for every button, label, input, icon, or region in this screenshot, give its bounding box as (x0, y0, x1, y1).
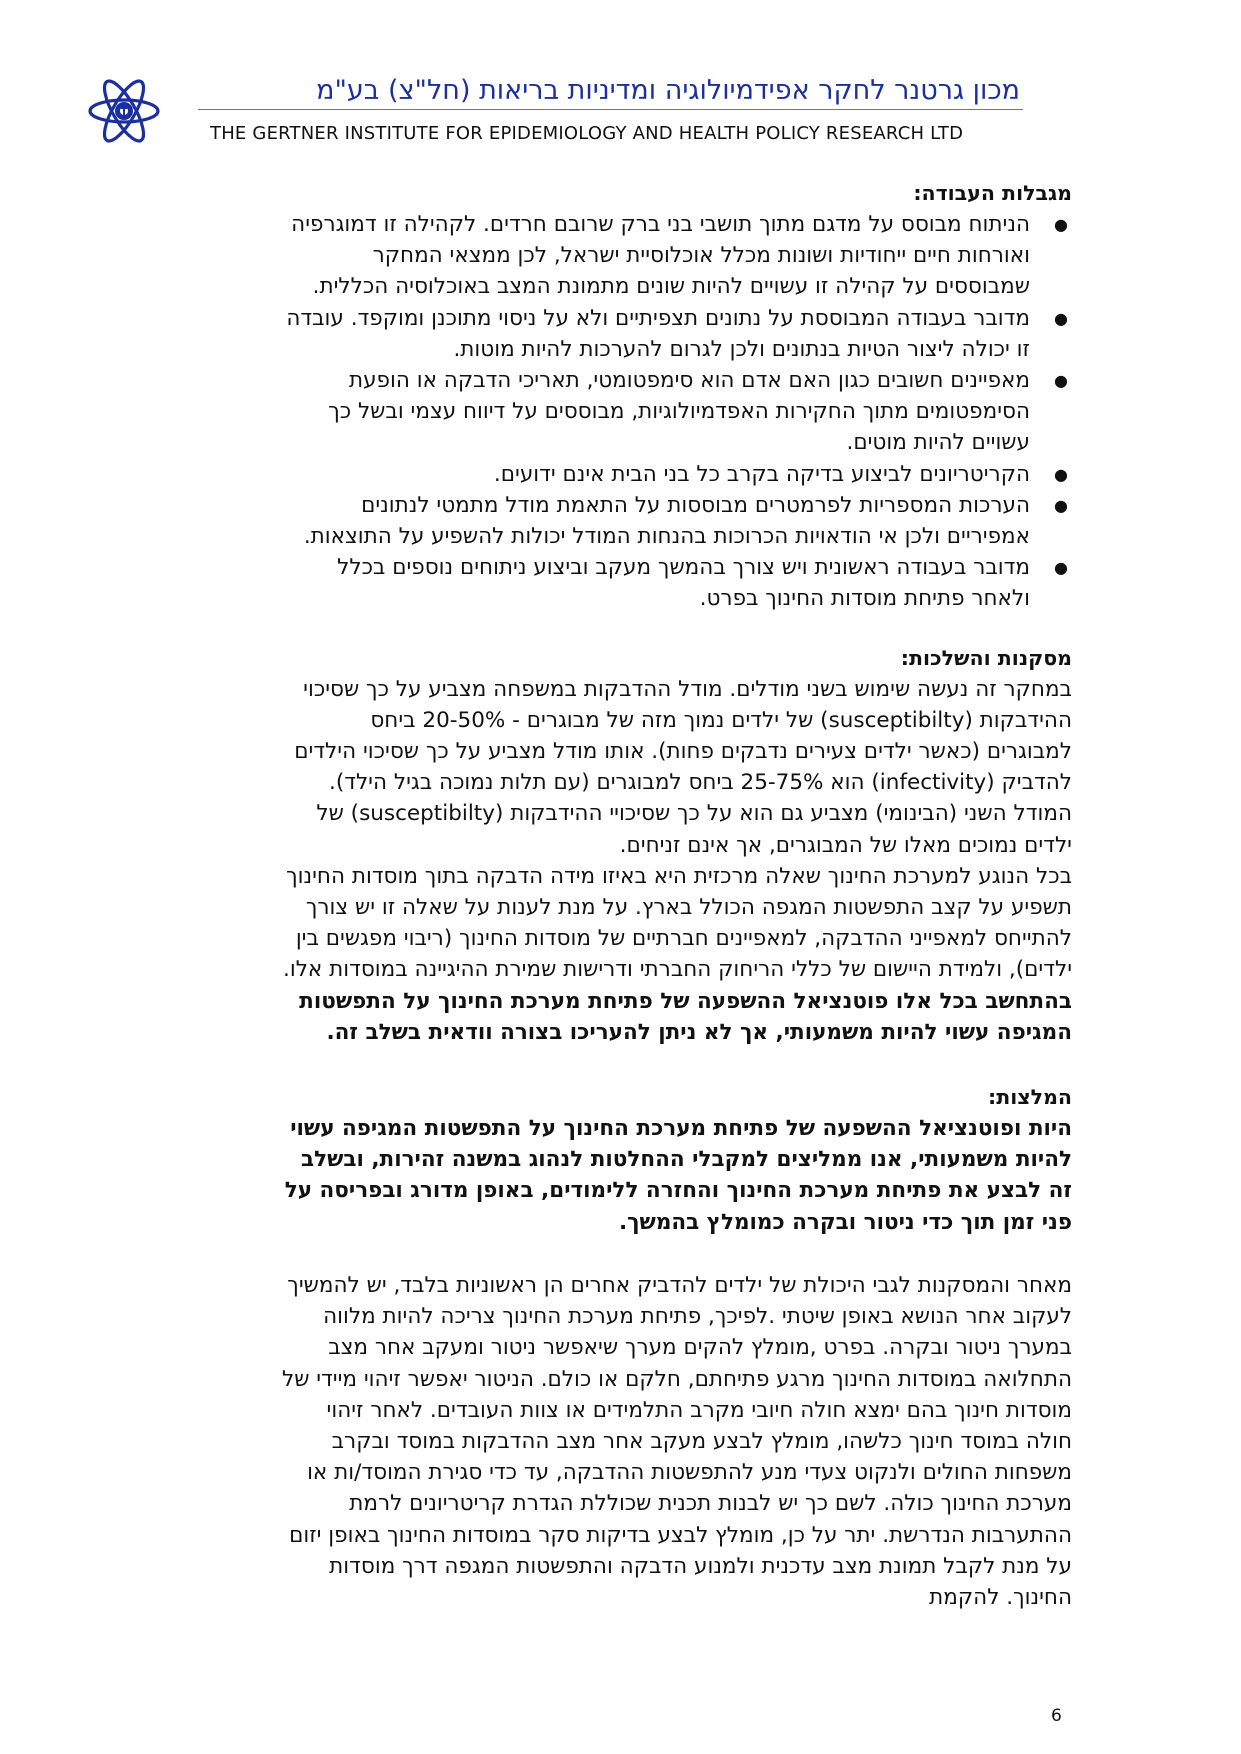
institute-logo (85, 78, 163, 144)
header-divider (198, 109, 1023, 110)
recommendations-bold-paragraph: היות ופוטנציאל ההשפעה של פתיחת מערכת החינוך על התפשטות המגיפה עשוי להיות משמעותי, אנו ממליצים למקבלי ההחלטות לנהוג במשנה זהירות, ובשלב זה לבצע את פתיחת מערכת החינוך והחזרה ללימודים, באופן מדורג ובפריסה על פני זמן תוך כדי ניטור ובקרה כמומלץ בהמשך. (284, 1116, 1072, 1235)
bullet-icon: ● (1054, 558, 1068, 578)
list-item: ● הערכות המספריות לפרמטרים מבוססות על התאמת מודל מתמטי לנתונים אמפיריים ולכן אי הודאויות הכרוכות בהנחות המודל יכולות להשפיע על התוצאות. (280, 490, 1072, 552)
page-number: 6 (1051, 1706, 1062, 1726)
limitations-heading: מגבלות העבודה: (913, 181, 1072, 205)
atom-logo-icon (85, 78, 163, 144)
limitations-section (280, 178, 1072, 615)
limitations-list (280, 209, 1072, 615)
conclusions-section (280, 643, 1072, 1048)
recommendations-body-paragraph: מאחר והמסקנות לגבי היכולת של ילדים להדביק אחרים הן ראשוניות בלבד, יש להמשיך לעקוב אחר הנושא באופן שיטתי .לפיכך, פתיחת מערכת החינוך צריכה להיות מלווה במערך ניטור ובקרה. בפרט ,מומלץ להקים מערך שיאפשר ניטור ומעקב אחר מצב התחלואה במוסדות החינוך מרגע פתיחתם, חלקם או כולם. הניטור יאפשר זיהוי מיידי של מוסדות חינוך בהם ימצא חולה חיובי מקרב התלמידים או צוות העובדים. לאחר זיהוי חולה במוסד חינוך כלשהו, מומלץ לבצע מעקב אחר מצב ההדבקות במוסד ובקרב משפחות החולים ולנקוט צעדי מנע להתפשטות ההדבקה, עד כדי סגירת המוסד/ות או מערכת החינוך כולה. לשם כך יש לבנות תכנית שכוללת הגדרת קריטריונים לרמת ההתערבות הנדרשת. יתר על כן, מומלץ לבצע בדיקות סקר במוסדות החינוך באופן יזום על מנת לקבל תמונת מצב עדכנית ולמנוע הדבקה והתפשטות המגפה דרך מוסדות החינוך. להקמת (281, 1272, 1072, 1610)
conclusions-heading: מסקנות והשלכות: (900, 645, 1072, 670)
document-body (280, 178, 1072, 1613)
bullet-icon: ● (1054, 464, 1068, 484)
conclusions-paragraph-1: במחקר זה נעשה שימוש בשני מודלים. מודל ההדבקות במשפחה מצביע על כך שסיכוי ההידבקות (susceptibilty) של ילדים נמוך מזה של מבוגרים - 20-50% ביחס למבוגרים (כאשר ילדים צעירים נדבקים פחות). אותו מודל מצביע על כך שסיכוי הילדים להדביק (infectivity) הוא 25-75% ביחס למבוגרים (עם תלות נמוכה בגיל הילד). המודל השני (הבינומי) מצביע גם הוא על כך שסיכויי ההידבקות (susceptibilty) של ילדים נמוכים מאלו של המבוגרים, אך אינם זניחים. (294, 676, 1072, 858)
list-item: ● מאפיינים חשובים כגון האם אדם הוא סימפטומטי, תאריכי הדבקה או הופעת הסימפטומים מתוך החקירות האפדמיולוגיות, מבוססים על דיווח עצמי ובשל כך עשויים להיות מוטים. (280, 365, 1072, 459)
list-item: ● הניתוח מבוסס על מדגם מתוך תושבי בני ברק שרובם חרדים. לקהילה זו דמוגרפיה ואורחות חיים ייחודיות ושונות מכלל אוכלוסיית ישראל, לכן ממצאי המחקר שמבוססים על קהילה זו עשויים להיות שונים מתמונת המצב באוכלוסיה הכללית. (280, 209, 1072, 303)
bullet-icon: ● (1054, 495, 1068, 515)
conclusions-paragraph-2: בכל הנוגע למערכת החינוך שאלה מרכזית היא באיזו מידה הדבקה בתוך מוסדות החינוך תשפיע על קצב התפשטות המגפה הכולל בארץ. על מנת לענות על שאלה זו יש צורך להתייחס למאפייני ההדבקה, למאפיינים חברתיים של מוסדות החינוך (ריבוי מפגשים בין ילדים), ולמידת היישום של כללי הריחוק החברתי ודרישות שמירת ההיגיינה במוסדות אלו. בהתחשב בכל אלו פוטנציאל ההשפעה של פתיחת מערכת החינוך על התפשטות המגיפה עשוי להיות משמעותי, אך לא ניתן להעריכו בצורה וודאית בשלב זה. (283, 863, 1072, 1045)
recommendations-heading: המלצות: (988, 1085, 1072, 1110)
institute-name-hebrew: מכון גרטנר לחקר אפידמיולוגיה ומדיניות בריאות (חל"צ) בע"מ (316, 75, 1020, 106)
institute-name-english: THE GERTNER INSTITUTE FOR EPIDEMIOLOGY AND HEALTH POLICY RESEARCH LTD (210, 123, 964, 144)
bullet-icon: ● (1054, 371, 1068, 391)
list-item: ● הקריטריונים לביצוע בדיקה בקרב כל בני הבית אינם ידועים. (280, 459, 1072, 490)
list-item: ● מדובר בעבודה ראשונית ויש צורך בהמשך מעקב וביצוע ניתוחים נוספים בכלל ולאחר פתיחת מוסדות החינוך בפרט. (280, 552, 1072, 614)
bullet-icon: ● (1054, 308, 1068, 328)
list-item: ● מדובר בעבודה המבוססת על נתונים תצפיתיים ולא על ניסוי מתוכנן ומוקפד. עובדה זו יכולה ליצור הטיות בנתונים ולכן לגרום להערכות להיות מוטות. (280, 303, 1072, 365)
bullet-icon: ● (1054, 215, 1068, 234)
recommendations-section (280, 1082, 1072, 1613)
